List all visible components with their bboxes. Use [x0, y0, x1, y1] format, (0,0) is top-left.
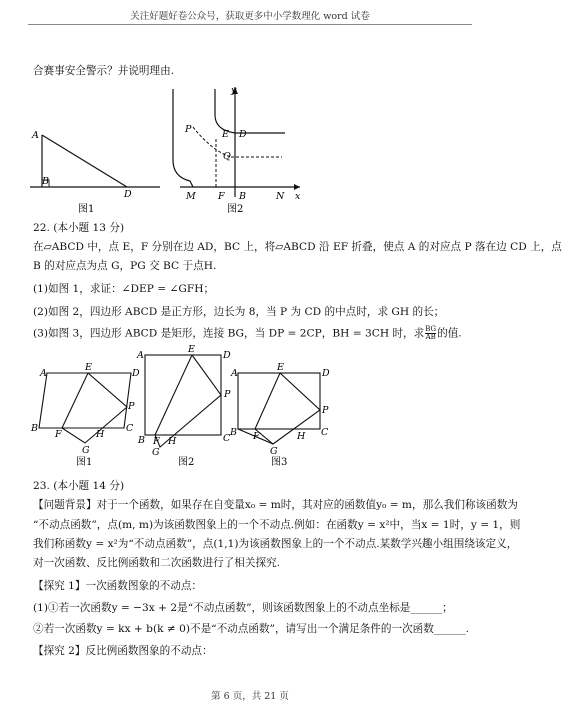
f1-label-F: F — [55, 429, 62, 440]
label-x: x — [295, 191, 301, 202]
f3-label-E: E — [277, 362, 284, 373]
q22-stem-line-1: 在▱ABCD 中，点 E，F 分别在边 AD，BC 上，将▱ABCD 沿 EF 折叠，使点 A 的对应点 P 落在边 CD 上，点 — [33, 241, 562, 253]
f3-label-H: H — [297, 431, 306, 442]
f1-label-E: E — [85, 362, 92, 373]
label-y: y — [231, 85, 237, 96]
label-Q: Q — [223, 151, 231, 162]
label-D: D — [124, 189, 132, 200]
f3-label-A: A — [231, 368, 238, 379]
f2-label-E: E — [188, 344, 195, 355]
q22-fig2-caption: 图2 — [178, 457, 195, 468]
q22-part-2: (2)如图 2，四边形 ABCD 是正方形，边长为 8，当 P 为 CD 的中点时，求 GH 的长； — [33, 306, 445, 318]
q22-part-3 — [33, 326, 462, 341]
f1-label-B: B — [31, 423, 38, 434]
q22-figures — [28, 344, 330, 472]
f2-label-C: C — [223, 433, 231, 444]
q23-background-line-2: “不动点函数”，点(m, m)为该函数图象上的一个不动点.例如：在函数y = x²中，当x = 1时，y = 1，则 — [33, 519, 521, 531]
f1-label-P: P — [128, 401, 135, 412]
f1-label-H: H — [96, 429, 105, 440]
q23-explore-1a: (1)①若一次函数y = −3x + 2是“不动点函数”，则该函数图象上的不动点坐标是______； — [33, 602, 453, 614]
f2-label-F: F — [153, 436, 160, 447]
f1-label-D: D — [132, 368, 140, 379]
q23-explore-2-title: 【探究 2】反比例函数图象的不动点： — [33, 645, 213, 657]
fraction-denominator: AB — [425, 333, 436, 341]
figure-1 — [30, 130, 160, 200]
q22-figure-2 — [136, 344, 231, 468]
f3-label-B: B — [230, 427, 237, 438]
f3-label-D: D — [322, 368, 330, 379]
q22-heading: 22. (本小题 13 分) — [33, 222, 125, 234]
q22-figure-3 — [229, 362, 330, 468]
figure-2 — [173, 85, 301, 202]
fold-ef — [155, 355, 192, 435]
f1-label-A: A — [40, 368, 47, 379]
top-figures — [20, 85, 310, 215]
f2-label-D: D — [223, 350, 231, 361]
label-M: M — [186, 191, 196, 202]
f1-label-C: C — [126, 423, 134, 434]
fold-ef — [62, 373, 88, 428]
q23-background-line-3: 我们称函数y = x²为“不动点函数”，点(1,1)为该函数图象上的一个不动点.某数学兴趣小组围绕该定义， — [33, 538, 518, 550]
q22-part-3-text: (3)如图 3，四边形 ABCD 是矩形，连接 BG，当 DP = 2CP，BH = 3CH 时，求 — [33, 327, 425, 340]
q23-heading: 23. (本小题 14 分) — [33, 480, 125, 492]
q23-background-line-1: 【问题背景】对于一个函数，如果存在自变量x₀ = m时，其对应的函数值y₀ = m，那么我们称该函数为 — [33, 499, 518, 511]
q22-part-1: (1)如图 1，求证：∠DEP = ∠GFH； — [33, 283, 215, 295]
f3-label-G: G — [270, 446, 278, 457]
page-footer: 第 6 页，共 21 页 — [211, 691, 289, 702]
label-D2: D — [239, 129, 247, 140]
segment-ad — [42, 135, 127, 187]
f2-label-P: P — [224, 389, 231, 400]
f2-label-G: G — [152, 447, 160, 458]
q23-explore-1-title: 【探究 1】一次函数图象的不动点： — [33, 580, 203, 592]
label-P: P — [185, 124, 192, 135]
f1-label-G: G — [82, 445, 90, 456]
parallelogram-abcd — [39, 373, 131, 428]
left-curve — [173, 89, 193, 187]
intro-line: 合赛事安全警示？并说明理由. — [33, 65, 175, 77]
fold-ef — [255, 373, 280, 429]
q22-fig1-caption: 图1 — [76, 457, 93, 468]
fraction-numerator: BG — [425, 325, 437, 333]
label-F: F — [218, 191, 225, 202]
square-abcd — [145, 355, 221, 435]
label-E: E — [222, 129, 229, 140]
label-A: A — [32, 130, 39, 141]
q22-part-3-end: 的值. — [437, 327, 462, 340]
f2-label-A: A — [137, 350, 144, 361]
f2-label-B: B — [138, 435, 145, 446]
q22-fig3-caption: 图3 — [271, 457, 288, 468]
q22-stem-line-2: B 的对应点为点 G，PG 交 BC 于点H. — [33, 260, 217, 272]
rectangle-abcd — [238, 373, 320, 429]
label-N: N — [276, 191, 285, 202]
f3-label-C: C — [321, 427, 329, 438]
f2-label-H: H — [168, 436, 177, 447]
label-B2: B — [239, 191, 246, 202]
folded-edges — [155, 355, 221, 447]
x-axis-arrow — [294, 184, 300, 190]
q23-background-line-4: 对一次函数、反比例函数和二次函数进行了相关探究. — [33, 557, 281, 569]
figure-1-caption: 图1 — [78, 204, 95, 215]
header-divider — [28, 24, 472, 25]
label-B: B — [42, 176, 49, 187]
q23-explore-1b: ②若一次函数y = kx + b(k ≠ 0)不是“不动点函数”，请写出一个满足条件的一次函数______. — [33, 623, 470, 635]
page-header: 关注好题好卷公众号，获取更多中小学数理化 word 试卷 — [130, 11, 370, 22]
figure-2-caption: 图2 — [227, 204, 244, 215]
f3-label-F: F — [253, 431, 260, 442]
fraction-bg-over-ab — [425, 326, 436, 341]
right-curve — [215, 89, 285, 133]
f3-label-P: P — [322, 405, 329, 416]
q22-figure-1 — [30, 362, 140, 468]
